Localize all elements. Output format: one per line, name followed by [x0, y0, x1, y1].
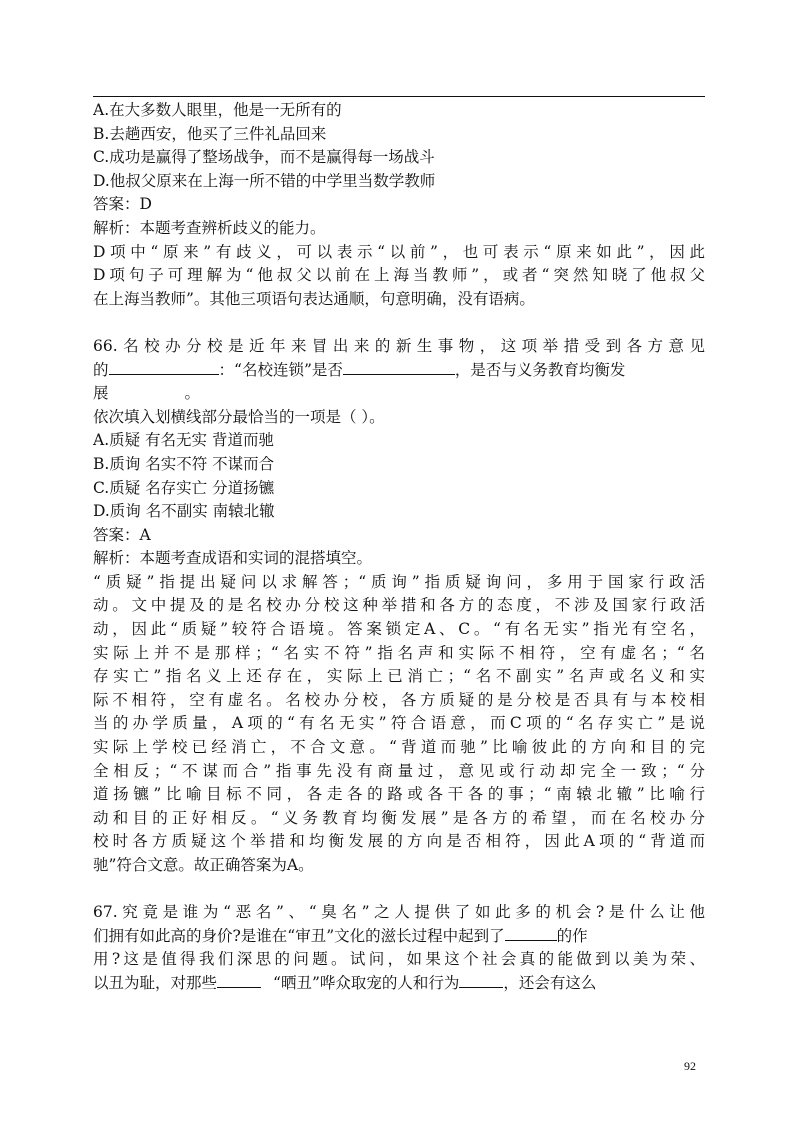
q65-option-d: D.他叔父原来在上海一所不错的中学里当数学教师	[93, 171, 436, 190]
q66-instruction: 依次填入划横线部分最恰当的一项是（ ）。	[93, 407, 385, 426]
q65-analysis-line: 在上海当教师”。其他三项语句表达通顺，句意明确，没有语病。	[93, 289, 535, 308]
stem-text: ，是否与义务教育均衡发	[454, 360, 626, 379]
header-rule	[93, 96, 705, 97]
q66-option-b: B.质询 名实不符 不谋而合	[93, 454, 275, 473]
q66-analysis-line: 当的办学质量，A项的“有名无实”符合语意，而C项的“名存实亡”是说	[93, 714, 705, 733]
q66-option-d: D.质询 名不副实 南辕北辙	[93, 502, 275, 521]
q65-option-c: C.成功是赢得了整场战争，而不是赢得每一场战斗	[93, 148, 435, 167]
q65-analysis-line: D项句子可理解为“他叔父以前在上海当教师”，或者“突然知晓了他叔父	[93, 266, 705, 285]
q65-analysis-title: 解析：本题考查辨析歧义的能力。	[93, 218, 326, 237]
question-66	[93, 335, 705, 878]
q66-analysis-line: 动和目的正好相反。“义务教育均衡发展”是各方的希望，而在名校办分	[93, 808, 705, 827]
q65-option-b: B.去趟西安，他买了三件礼品回来	[93, 124, 327, 143]
q65-option-a: A.在大多数人眼里，他是一无所有的	[93, 101, 342, 119]
q66-option-c: C.质疑 名存实亡 分道扬镳	[93, 478, 275, 497]
q66-analysis-line: 存实亡”指名义上还存在，实际上已消亡；“名不副实”名声或名义和实	[93, 667, 705, 686]
q66-analysis-line: 全相反；“不谋而合”指事先没有商量过，意见或行动却完全一致；“分	[93, 761, 705, 780]
q66-stem-line-2	[93, 359, 705, 383]
q66-analysis-line: 实际上学校已经消亡，不合文意。“背道而驰”比喻彼此的方向和目的完	[93, 738, 705, 757]
question-65	[93, 99, 705, 311]
q66-analysis-line: 实际上并不是那样；“名实不符”指名声和实际不相符，空有虚名；“名	[93, 643, 705, 662]
q66-analysis-line: “质疑”指提出疑问以求解答；“质询”指质疑询问，多用于国家行政活	[93, 572, 705, 591]
q66-answer: 答案：A	[93, 525, 151, 544]
q66-stem-line-3	[93, 382, 705, 406]
q66-option-a: A.质疑 有名无实 背道而驰	[93, 431, 274, 450]
q67-line: 用?这是值得我们深思的问题。试问，如果这个社会真的能做到以美为荣、	[93, 950, 705, 969]
q66-stem-line: 66.名校办分校是近年来冒出来的新生事物，这项举措受到各方意见	[93, 336, 705, 355]
blank-3	[459, 973, 503, 988]
q66-analysis-line: 校时各方质疑这个举措和均衡发展的方向是否相符，因此A项的“背道而	[93, 832, 705, 851]
q67-line-2	[93, 925, 705, 949]
q66-analysis-line: 际不相符，空有虚名。名校办分校，各方质疑的是分校是否具有与本校相	[93, 690, 705, 709]
stem-text: 展	[93, 384, 109, 403]
stem-text: 。	[184, 384, 201, 403]
stem-text: “晒丑”哗众取宠的人和行为	[273, 973, 460, 992]
stem-text: 的	[93, 360, 109, 379]
stem-text: ，还会有这么	[503, 973, 597, 992]
stem-text: 的作	[556, 926, 588, 945]
stem-text: ：“名校连锁”是否	[218, 360, 343, 379]
q66-analysis-line: 道扬镳”比喻目标不同，各走各的路或各干各的事；“南辕北辙”比喻行	[93, 785, 705, 804]
blank-2	[343, 360, 455, 375]
q67-line-4	[93, 972, 705, 996]
stem-text: 们拥有如此高的身价?是谁在“审丑”文化的滋长过程中起到了	[93, 926, 505, 945]
q66-analysis-line: 驰”符合文意。故正确答案为A。	[93, 856, 314, 874]
q65-analysis-line: D项中“原来”有歧义，可以表示“以前”，也可表示“原来如此”，因此	[93, 242, 705, 261]
document-page	[93, 96, 705, 996]
q65-answer: 答案：D	[93, 195, 152, 214]
blank-1	[505, 926, 557, 941]
q67-line: 67.究竟是谁为“恶名”、“臭名”之人提供了如此多的机会?是什么让他	[93, 903, 705, 922]
q66-analysis-line: 动。文中提及的是名校办分校这种举措和各方的态度，不涉及国家行政活	[93, 596, 705, 615]
stem-text: 以丑为耻，对那些	[93, 973, 218, 992]
question-67	[93, 901, 705, 995]
q66-analysis-line: 动，因此“质疑”较符合语境。答案锁定A、C。“有名无实”指光有空名，	[93, 620, 705, 639]
blank-1	[109, 360, 219, 375]
blank-2	[217, 973, 261, 988]
page-number: 92	[684, 1059, 696, 1073]
q66-analysis-title: 解析：本题考查成语和实词的混搭填空。	[93, 549, 373, 568]
